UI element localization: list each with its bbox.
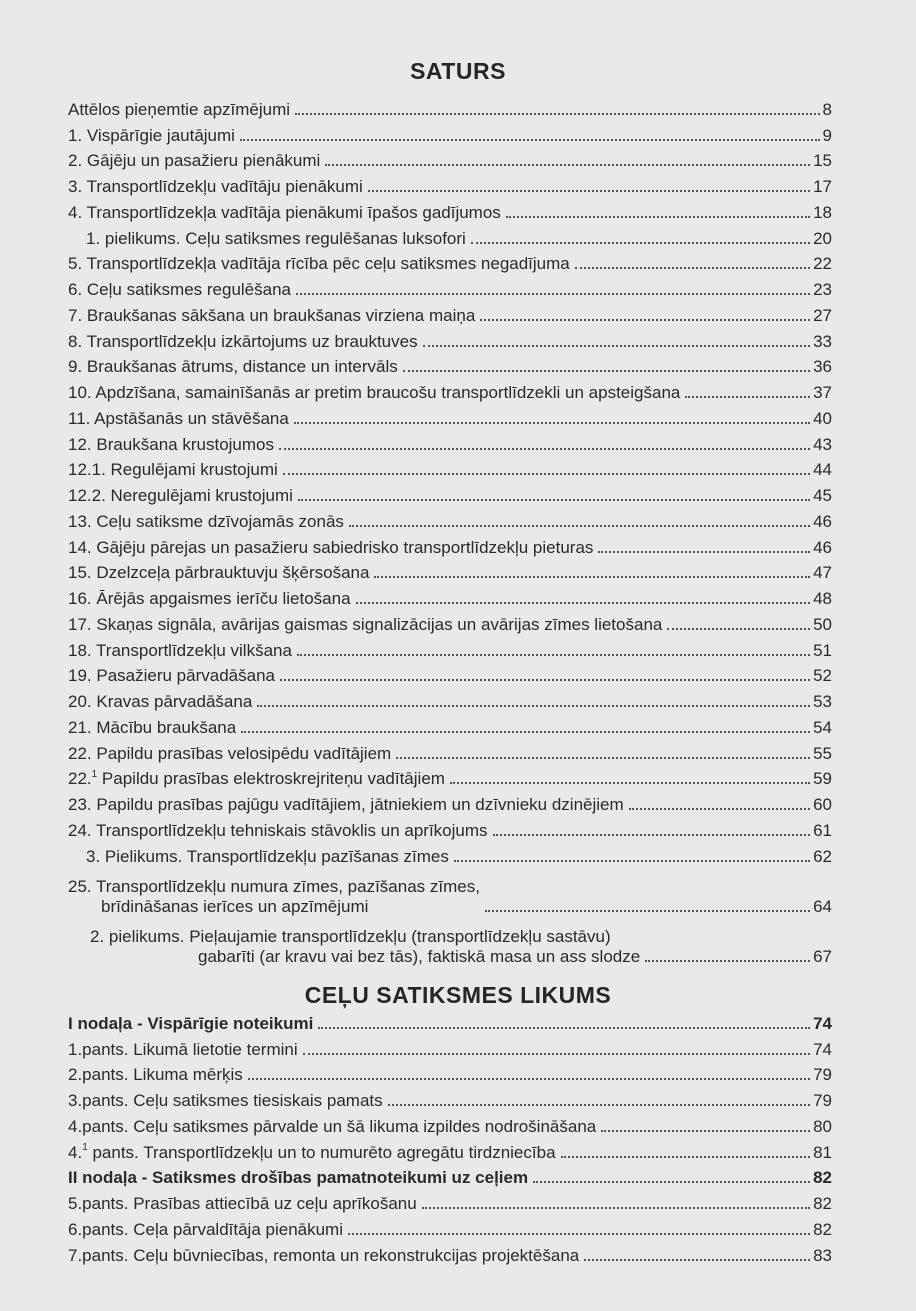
toc-entry — [68, 789, 832, 815]
toc-entry-page: 50 — [813, 614, 832, 634]
dot-leader — [598, 551, 810, 553]
dot-leader — [298, 499, 810, 501]
dot-leader — [303, 1053, 810, 1055]
toc-entry-label: 18. Transportlīdzekļu vilkšana — [68, 640, 292, 660]
dot-leader — [374, 576, 810, 578]
toc-entry — [68, 712, 832, 738]
toc-entry-page: 22 — [813, 254, 832, 274]
toc-entry — [68, 223, 832, 249]
toc-entry-page: 18 — [813, 202, 832, 222]
toc-entry — [68, 480, 832, 506]
dot-leader — [297, 654, 810, 656]
toc-entry-page: 36 — [813, 357, 832, 377]
dot-leader — [645, 960, 810, 962]
label-rest: Papildu prasības elektroskrejriteņu vadītājiem — [97, 769, 445, 789]
dot-leader — [480, 319, 810, 321]
toc-entry-page: 37 — [813, 383, 832, 402]
toc-entry — [68, 1137, 832, 1163]
toc-entry-label: 21. Mācību braukšana — [68, 717, 237, 737]
label-line: gabarīti (ar kravu vai bez tās), faktiskā masa un ass slodze — [198, 946, 641, 966]
dot-leader — [388, 1104, 810, 1106]
toc-entry-page: 83 — [813, 1245, 832, 1265]
toc-entry — [68, 635, 832, 661]
toc-entry-label: 12. Braukšana krustojumos — [68, 434, 274, 454]
dot-leader — [450, 782, 810, 784]
toc-entry — [68, 764, 832, 790]
toc-entry — [68, 326, 832, 352]
toc-entry-label: 8. Transportlīdzekļu izkārtojums uz brauktuves — [68, 331, 418, 351]
toc-entry-label — [68, 1143, 556, 1163]
toc-entry-page: 44 — [813, 460, 832, 480]
toc-entry — [68, 120, 832, 146]
toc-entry-page: 17 — [813, 177, 832, 196]
toc-entry — [68, 1111, 832, 1137]
toc-entry-label: 10. Apdzīšana, samainīšanās ar pretim braucošu transportlīdzekli un apsteigšana — [68, 383, 681, 402]
dot-leader — [240, 139, 820, 141]
toc-entry-page: 51 — [813, 640, 832, 660]
chapter-entry — [68, 1008, 832, 1034]
toc-entry-label: 1. pielikums. Ceļu satiksmes regulēšanas luksofori — [86, 228, 466, 248]
toc-entry-label: 9. Braukšanas ātrums, distance un intervāls — [68, 357, 398, 377]
dot-leader — [533, 1181, 810, 1183]
toc-entry — [68, 686, 832, 712]
toc-entry — [68, 1085, 832, 1111]
toc-entry-label: 4. Transportlīdzekļa vadītāja pienākumi īpašos gadījumos — [68, 202, 501, 222]
dot-leader — [356, 602, 811, 604]
toc-entry-label: 13. Ceļu satiksme dzīvojamās zonās — [68, 511, 344, 531]
dot-leader — [422, 1207, 810, 1209]
dot-leader — [348, 1233, 810, 1235]
toc-entry-label: II nodaļa - Satiksmes drošības pamatnoteikumi uz ceļiem — [68, 1168, 529, 1188]
label-line: brīdināšanas ierīces un apzīmējumi — [101, 896, 369, 916]
toc-entry-page: 60 — [813, 795, 832, 814]
dot-leader — [493, 834, 811, 836]
toc-entry-page: 8 — [822, 99, 832, 119]
toc-entry-label: 19. Pasažieru pārvadāšana — [68, 666, 275, 686]
dot-leader — [561, 1156, 811, 1158]
toc-entry-label: 17. Skaņas signāla, avārijas gaismas signalizācijas un avārijas zīmes lietošana — [68, 614, 663, 634]
dot-leader — [241, 731, 810, 733]
toc-entry-page: 46 — [813, 537, 832, 557]
toc-entry-page: 40 — [813, 408, 832, 428]
dot-leader — [601, 1130, 810, 1132]
dot-leader — [685, 396, 810, 398]
toc-entry — [68, 300, 832, 326]
toc-entry — [68, 1214, 832, 1240]
toc-entry-label: 6.pants. Ceļa pārvaldītāja pienākumi — [68, 1219, 343, 1239]
dot-leader — [294, 422, 810, 424]
toc-entry — [68, 609, 832, 635]
dot-leader — [454, 860, 810, 862]
toc-entry-label: 16. Ārējās apgaismes ierīču lietošana — [68, 589, 351, 608]
dot-leader — [423, 345, 810, 347]
dot-leader — [296, 293, 810, 295]
toc-entry-label: 3. Transportlīdzekļu vadītāju pienākumi — [68, 177, 363, 196]
toc-entry — [68, 583, 832, 609]
toc-entry — [68, 1034, 832, 1060]
toc-entry — [68, 867, 832, 917]
label-superscript: 1 — [91, 768, 98, 780]
dot-leader — [349, 525, 810, 527]
toc-entry-page: 20 — [813, 228, 832, 248]
toc-entry — [68, 532, 832, 558]
toc-entry-label: 15. Dzelzceļa pārbrauktuvju šķērsošana — [68, 563, 370, 583]
toc-entry — [68, 661, 832, 687]
dot-leader — [295, 113, 819, 115]
toc-entry-page: 54 — [813, 717, 832, 737]
toc-entry — [68, 917, 832, 967]
toc-entry — [68, 455, 832, 481]
toc-entry-label — [68, 769, 445, 789]
toc-entry-page: 52 — [813, 666, 832, 686]
toc-entry-label: 1.pants. Likumā lietotie termini — [68, 1039, 298, 1059]
toc-entry-page: 67 — [813, 946, 832, 966]
dot-leader — [575, 267, 810, 269]
toc-entry-page: 82 — [813, 1194, 832, 1213]
saturs-title: SATURS — [410, 58, 506, 84]
toc-entry-label: 22. Papildu prasības velosipēdu vadītājiem — [68, 743, 392, 763]
toc-entry-label: 11. Apstāšanās un stāvēšana — [68, 408, 289, 428]
toc-entry-label — [90, 927, 640, 967]
dot-leader — [279, 448, 810, 450]
toc-entry-label: 1. Vispārīgie jautājumi — [68, 125, 235, 145]
toc-entry-page: 43 — [813, 434, 832, 454]
toc-entry-page: 74 — [813, 1039, 832, 1059]
dot-leader — [471, 242, 810, 244]
toc-entry-label: 5. Transportlīdzekļa vadītāja rīcība pēc ceļu satiksmes negadījuma — [68, 254, 570, 274]
toc-entry-page: 48 — [813, 589, 832, 608]
toc-entry-label: 14. Gājēju pārejas un pasažieru sabiedrisko transportlīdzekļu pieturas — [68, 537, 594, 557]
toc-entry-label: 6. Ceļu satiksmes regulēšana — [68, 280, 292, 299]
toc-entry-label: 7. Braukšanas sākšana un braukšanas virziena maiņa — [68, 305, 476, 325]
dot-leader — [506, 216, 810, 218]
toc-entry — [68, 249, 832, 275]
toc-entry — [68, 841, 832, 867]
toc-entry-page: 79 — [813, 1091, 832, 1110]
toc-entry-page: 45 — [813, 486, 832, 505]
toc-entry-label: 5.pants. Prasības attiecībā uz ceļu aprīkošanu — [68, 1194, 417, 1213]
dot-leader — [396, 757, 810, 759]
dot-leader — [283, 473, 810, 475]
toc-entry — [68, 429, 832, 455]
toc-entry — [68, 738, 832, 764]
toc-entry-page: 82 — [813, 1168, 832, 1188]
toc-entry-page: 53 — [813, 692, 832, 711]
dot-leader — [280, 679, 810, 681]
toc-entry-page: 62 — [813, 846, 832, 866]
label-prefix: 22. — [68, 769, 92, 789]
toc-entry-page: 59 — [813, 769, 832, 789]
toc-entry — [68, 506, 832, 532]
toc-entry-label: 12.1. Regulējami krustojumi — [68, 460, 278, 480]
toc-entry-label: 24. Transportlīdzekļu tehniskais stāvoklis un aprīkojums — [68, 820, 488, 840]
toc-entry-label: I nodaļa - Vispārīgie noteikumi — [68, 1013, 314, 1033]
toc-entry — [68, 815, 832, 841]
toc-entry-page: 15 — [813, 151, 832, 171]
dot-leader — [248, 1078, 810, 1080]
toc-entry — [68, 94, 832, 120]
toc-entry-label: 7.pants. Ceļu būvniecības, remonta un rekonstrukcijas projektēšana — [68, 1245, 580, 1265]
toc-entry — [68, 171, 832, 197]
toc-entry — [68, 403, 832, 429]
label-line: 25. Transportlīdzekļu numura zīmes, pazīšanas zīmes, — [68, 876, 480, 896]
toc-entry-label: 3. Pielikums. Transportlīdzekļu pazīšanas zīmes — [86, 846, 449, 866]
toc-entry — [68, 1240, 832, 1266]
toc-entry — [68, 1060, 832, 1086]
toc-entry-page: 55 — [813, 743, 832, 763]
dot-leader — [403, 370, 810, 372]
dot-leader — [318, 1027, 810, 1029]
toc-entry-page: 27 — [813, 305, 832, 325]
dot-leader — [667, 628, 810, 630]
toc-entry-label: 2. Gājēju un pasažieru pienākumi — [68, 151, 321, 171]
likums-toc — [68, 1008, 832, 1266]
toc-entry-page: 74 — [813, 1013, 832, 1033]
saturs-toc — [68, 94, 832, 967]
toc-entry-page: 61 — [813, 820, 832, 840]
label-prefix: 4. — [68, 1142, 83, 1162]
toc-entry — [68, 377, 832, 403]
dot-leader — [257, 705, 810, 707]
toc-entry-page: 80 — [813, 1116, 832, 1136]
toc-entry-page: 47 — [813, 563, 832, 583]
dot-leader — [584, 1259, 810, 1261]
toc-entry-page: 64 — [813, 896, 832, 916]
toc-entry-page: 9 — [822, 125, 832, 145]
toc-entry — [68, 197, 832, 223]
dot-leader — [485, 910, 810, 912]
toc-entry-label: 4.pants. Ceļu satiksmes pārvalde un šā likuma izpildes nodrošināšana — [68, 1116, 597, 1136]
chapter-entry — [68, 1163, 832, 1189]
dot-leader — [629, 808, 810, 810]
toc-entry — [68, 274, 832, 300]
toc-entry-page: 33 — [813, 331, 832, 351]
toc-entry-page: 79 — [813, 1065, 832, 1085]
toc-entry-label — [68, 877, 480, 917]
label-superscript: 1 — [82, 1141, 88, 1153]
toc-entry-label: 2.pants. Likuma mērķis — [68, 1065, 243, 1085]
toc-entry — [68, 558, 832, 584]
toc-entry-page: 46 — [813, 511, 832, 531]
label-rest: pants. Transportlīdzekļu un to numurēto agregātu tirdzniecība — [87, 1142, 556, 1162]
likums-title: CEĻU SATIKSMES LIKUMS — [304, 982, 612, 1008]
dot-leader — [325, 164, 810, 166]
toc-entry — [68, 1188, 832, 1214]
toc-entry-label: 12.2. Neregulējami krustojumi — [68, 486, 293, 505]
label-line: 2. pielikums. Pieļaujamie transportlīdzekļu (transportlīdzekļu sastāvu) — [90, 926, 611, 946]
toc-entry-page: 81 — [813, 1142, 832, 1162]
toc-entry-page: 23 — [813, 280, 832, 299]
toc-entry-label: Attēlos pieņemtie apzīmējumi — [68, 99, 291, 119]
toc-entry-page: 82 — [813, 1219, 832, 1239]
toc-entry-label: 3.pants. Ceļu satiksmes tiesiskais pamats — [68, 1091, 383, 1110]
toc-entry — [68, 352, 832, 378]
toc-entry-label: 20. Kravas pārvadāšana — [68, 692, 253, 711]
toc-entry-label: 23. Papildu prasības pajūgu vadītājiem, jātniekiem un dzīvnieku dzinējiem — [68, 795, 624, 814]
toc-entry — [68, 146, 832, 172]
dot-leader — [368, 190, 810, 192]
